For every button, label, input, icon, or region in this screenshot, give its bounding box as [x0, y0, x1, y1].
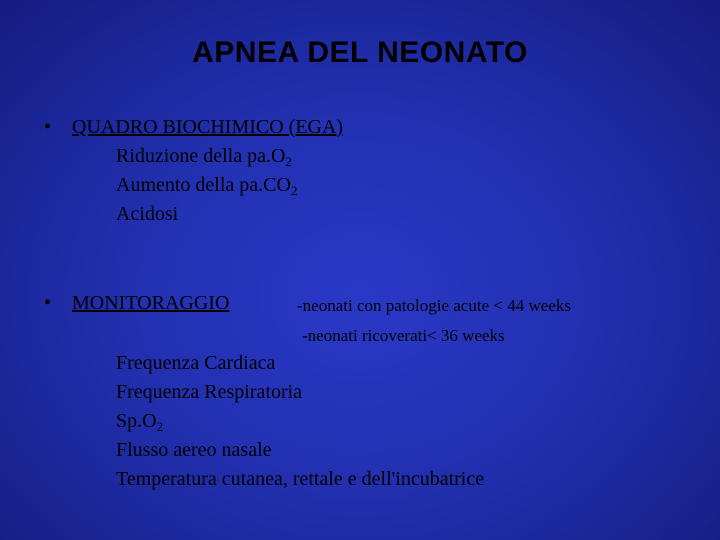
list-item: [116, 352, 275, 375]
list-item: [116, 468, 484, 491]
section-heading-monitoraggio: MONITORAGGIO: [72, 292, 230, 314]
item-text: Temperatura cutanea, rettale e dell'incubatrice: [116, 468, 485, 490]
list-item: [116, 145, 292, 168]
item-text: Aumento della pa.CO: [116, 174, 291, 196]
list-item: [116, 381, 302, 404]
item-text: Frequenza Cardiaca: [116, 352, 276, 374]
item-subscript: 2: [285, 154, 292, 169]
section-heading-biochimico: QUADRO BIOCHIMICO (EGA): [72, 116, 344, 138]
list-item: [116, 174, 297, 197]
note-line: -neonati ricoverati< 36 weeks: [302, 326, 505, 345]
note-line: -neonati con patologie acute < 44 weeks: [297, 296, 571, 315]
item-text: Sp.O: [116, 410, 157, 432]
list-item: [116, 439, 272, 462]
item-text: Flusso aereo nasale: [116, 439, 272, 461]
bullet-dot: •: [44, 292, 52, 314]
item-subscript: 2: [156, 419, 164, 434]
bullet-dot: •: [44, 116, 52, 138]
item-text: Frequenza Respiratoria: [116, 381, 303, 403]
item-text: Acidosi: [116, 203, 179, 225]
list-item: [116, 203, 178, 226]
slide-title: APNEA DEL NEONATO: [192, 36, 528, 69]
item-text: Riduzione della pa.O: [116, 145, 286, 167]
list-item: [116, 410, 163, 433]
item-subscript: 2: [290, 183, 298, 198]
